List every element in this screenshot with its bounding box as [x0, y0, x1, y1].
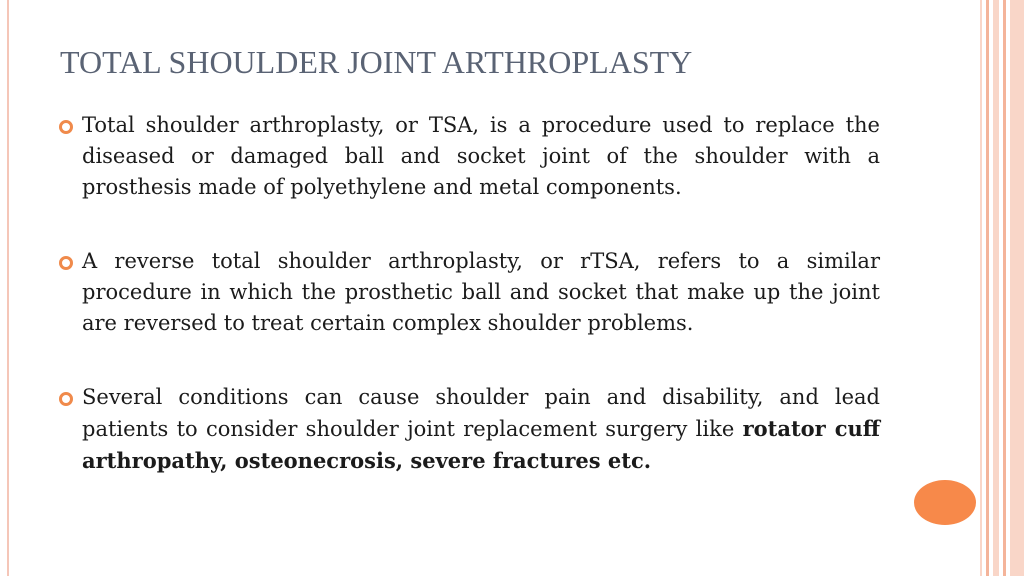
hollow-circle-bullet-icon — [59, 120, 73, 134]
left-border-line — [7, 0, 9, 576]
stripe — [1010, 0, 1024, 576]
bullet-bold-text: rotator cuff arthropathy, osteonecrosis, severe fractures etc. — [82, 416, 880, 473]
bullet-text: Total shoulder arthroplasty, or TSA, is a procedure used to replace the diseased or damaged ball and socket joint of the shoulder with a prosthesis made of polyethylene and metal components. — [82, 113, 880, 199]
bullet-item — [58, 246, 880, 339]
stripe — [993, 0, 999, 576]
stripe — [980, 0, 982, 576]
bullet-text: Several conditions can cause shoulder pain and disability, and lead patients to consider shoulder joint replacement surgery like — [82, 385, 880, 441]
stripe — [1003, 0, 1006, 576]
right-decorative-stripes — [980, 0, 1024, 576]
hollow-circle-bullet-icon — [59, 256, 73, 270]
bullet-item — [58, 382, 880, 477]
bullet-list — [58, 110, 880, 477]
hollow-circle-bullet-icon — [59, 392, 73, 406]
slide-title: TOTAL SHOULDER JOINT ARTHROPLASTY — [60, 44, 693, 80]
bullet-item — [58, 110, 880, 203]
stripe — [986, 0, 989, 576]
orange-circle-decoration — [914, 480, 976, 525]
bullet-text: A reverse total shoulder arthroplasty, or rTSA, refers to a similar procedure in which the prosthetic ball and socket that make up the joint are reversed to treat certain complex shoulder problems. — [82, 249, 880, 335]
